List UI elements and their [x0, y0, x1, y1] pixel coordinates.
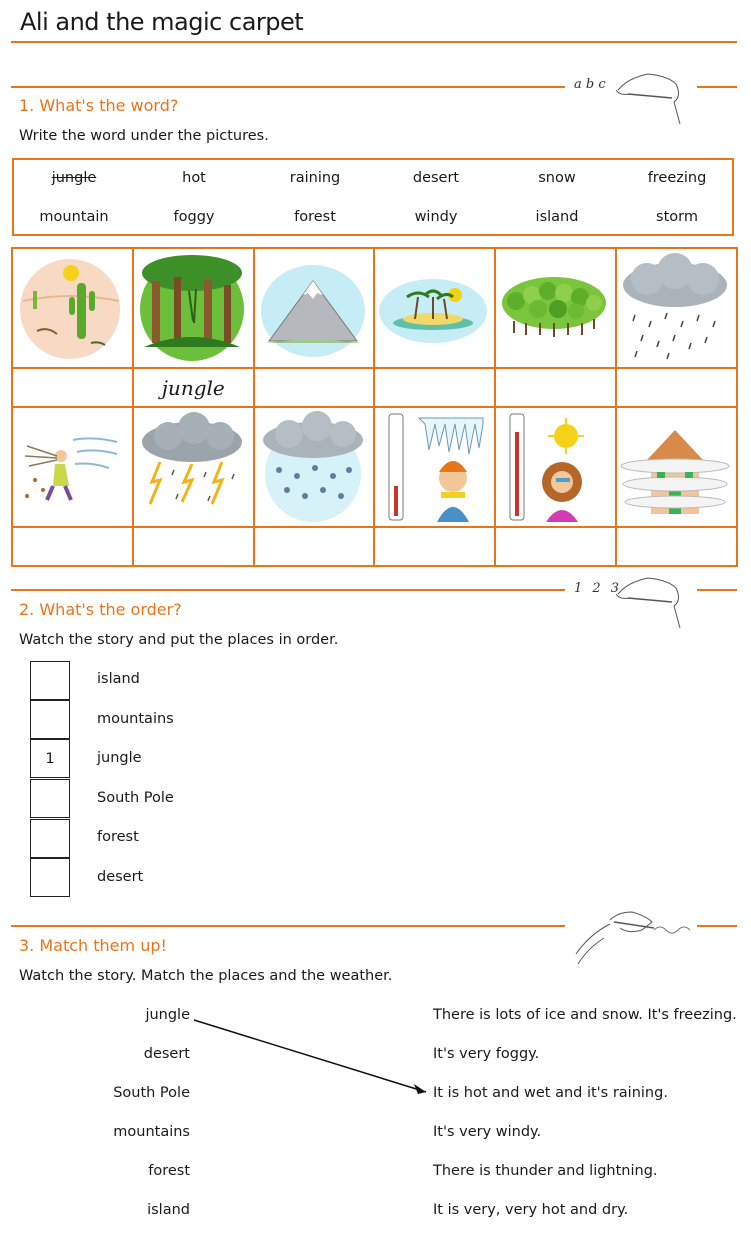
answer-row: [12, 368, 737, 407]
answer-cell[interactable]: [495, 527, 616, 566]
answer-cell[interactable]: [12, 527, 133, 566]
island-picture: [374, 248, 495, 368]
section2-rule-right: [697, 589, 737, 591]
section1-rule: [11, 86, 565, 88]
word-bank-item: island: [535, 209, 579, 225]
order-box[interactable]: [30, 819, 70, 858]
match-place: jungle: [145, 1007, 190, 1023]
section1-rule-right: [697, 86, 737, 88]
order-place-label: mountains: [97, 711, 174, 727]
answer-cell[interactable]: [374, 368, 495, 407]
match-weather: It is hot and wet and it's raining.: [433, 1085, 668, 1101]
word-bank-item: hot: [182, 170, 206, 186]
answer-cell[interactable]: [12, 368, 133, 407]
writing-hand-icon: [568, 68, 693, 130]
order-box[interactable]: 1: [30, 739, 70, 778]
order-box[interactable]: [30, 858, 70, 897]
writing-hand-icon: [570, 908, 695, 968]
word-bank-item: raining: [289, 170, 341, 186]
section3-heading: 3. Match them up!: [19, 936, 167, 955]
word-bank-item: windy: [414, 209, 458, 225]
desert-picture: [12, 248, 133, 368]
section3-rule-right: [697, 925, 737, 927]
match-arrow-line: [190, 1010, 440, 1100]
match-weather: There is thunder and lightning.: [433, 1163, 658, 1179]
section2-heading: 2. What's the order?: [19, 600, 182, 619]
rain-cloud-picture: [616, 248, 737, 368]
order-place-label: island: [97, 671, 140, 687]
word-bank-item: forest: [294, 209, 336, 225]
order-box[interactable]: [30, 700, 70, 739]
match-place: South Pole: [113, 1085, 190, 1101]
answer-cell[interactable]: [254, 368, 375, 407]
match-place: desert: [143, 1046, 190, 1062]
foggy-house-picture: [616, 407, 737, 527]
hot-picture: [495, 407, 616, 527]
answer-cell[interactable]: [495, 368, 616, 407]
order-place-label: South Pole: [97, 790, 174, 806]
order-place-label: jungle: [97, 750, 142, 766]
word-bank-item: storm: [656, 209, 698, 225]
match-place: mountains: [113, 1124, 190, 1140]
answer-cell[interactable]: [254, 527, 375, 566]
word-bank-item: freezing: [647, 170, 707, 186]
section2-rule: [11, 589, 565, 591]
jungle-picture: [133, 248, 254, 368]
answer-cell[interactable]: [616, 527, 737, 566]
abc-letters: a b c: [574, 77, 606, 92]
section2-instruction: Watch the story and put the places in order.: [19, 632, 339, 648]
answer-cell[interactable]: jungle: [133, 368, 254, 407]
windy-picture: [12, 407, 133, 527]
answer-cell[interactable]: [133, 527, 254, 566]
picture-grid: [11, 247, 738, 567]
freezing-picture: [374, 407, 495, 527]
numbers-123: 1 2 3: [574, 581, 620, 596]
section1-instruction: Write the word under the pictures.: [19, 128, 269, 144]
match-place: forest: [148, 1163, 190, 1179]
word-bank-item: snow: [538, 170, 576, 186]
storm-picture: [133, 407, 254, 527]
word-bank: [12, 158, 734, 236]
match-weather: It's very foggy.: [433, 1046, 540, 1062]
section1-heading: 1. What's the word?: [19, 96, 179, 115]
forest-picture: [495, 248, 616, 368]
order-place-label: forest: [97, 829, 139, 845]
snow-cloud-picture: [254, 407, 375, 527]
order-box[interactable]: [30, 779, 70, 818]
answer-row: [12, 527, 737, 566]
word-bank-item: jungle: [51, 170, 97, 186]
word-bank-item: desert: [412, 170, 460, 186]
match-weather: It's very windy.: [433, 1124, 542, 1140]
answer-cell[interactable]: [616, 368, 737, 407]
word-bank-item: mountain: [39, 209, 109, 225]
order-place-label: desert: [97, 869, 144, 885]
writing-hand-icon: [568, 576, 693, 634]
page-title: Ali and the magic carpet: [20, 8, 304, 36]
mountain-picture: [254, 248, 375, 368]
word-bank-item: foggy: [173, 209, 215, 225]
picture-row: [12, 248, 737, 368]
order-box[interactable]: [30, 661, 70, 700]
match-place: island: [147, 1202, 190, 1218]
section3-instruction: Watch the story. Match the places and the weather.: [19, 968, 393, 984]
picture-row: [12, 407, 737, 527]
section3-rule: [11, 925, 565, 927]
title-divider: [11, 41, 737, 43]
answer-cell[interactable]: [374, 527, 495, 566]
match-weather: There is lots of ice and snow. It's freezing.: [433, 1007, 737, 1023]
match-weather: It is very, very hot and dry.: [433, 1202, 629, 1218]
